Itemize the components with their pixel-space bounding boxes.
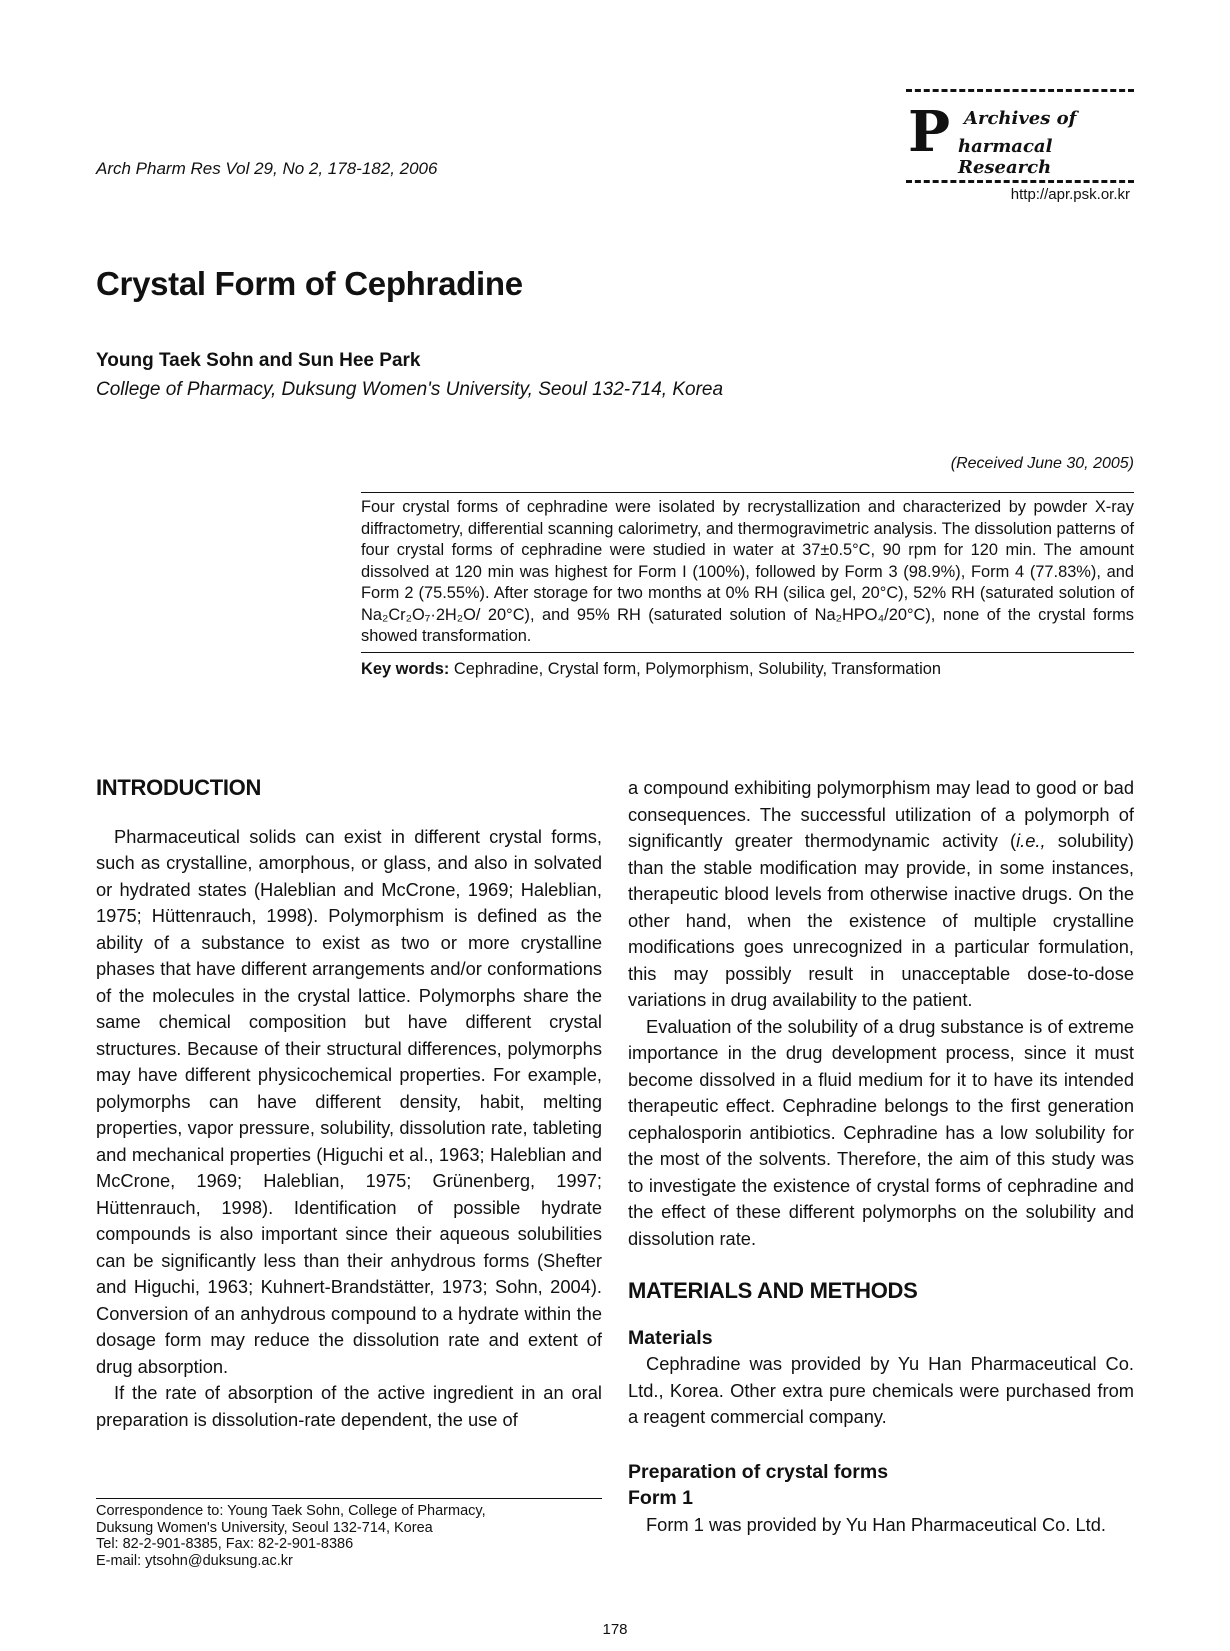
journal-citation: Arch Pharm Res Vol 29, No 2, 178-182, 2006 [96, 159, 438, 178]
logo-letter: P [908, 99, 951, 165]
received-date: (Received June 30, 2005) [950, 455, 1134, 472]
introduction-heading: INTRODUCTION [96, 775, 262, 800]
abstract-box [361, 492, 1134, 679]
preparation-heading: Preparation of crystal forms [628, 1460, 889, 1483]
logo-bottom-rule [906, 180, 1134, 183]
materials-heading: Materials [628, 1326, 713, 1349]
authors: Young Taek Sohn and Sun Hee Park [96, 350, 421, 371]
intro-paragraph-3: Evaluation of the solubility of a drug substance is of extreme importance in the drug development process, since it must become dissolved in a fluid medium for it to have its intended therapeutic effect. Cephradine belongs to the first generation cephalosporin antibiotics. Cephradine has a low solubility for the most of the solvents. Therefore, the aim of this study was to investigate the existence of crystal forms of cephradine and the effect of these different polymorphs on the solubility and dissolution rate. [628, 1015, 1134, 1249]
keywords: Key words: Cephradine, Crystal form, Polymorphism, Solubility, Transformation [361, 659, 941, 678]
intro-paragraph-2-cont: a compound exhibiting polymorphism may lead to good or bad consequences. The successful utilization of a polymorph of significantly greater thermodynamic activity (i.e., solubility) than the stable modification may provide, in some instances, therapeutic blood levels from otherwise inactive drugs. On the other hand, when the existence of multiple crystalline modifications goes unrecognized in a particular formulation, this may possibly result in unacceptable dose-to-dose variations in drug availability to the patient. [628, 777, 1134, 1010]
affiliation: College of Pharmacy, Duksung Women's University, Seoul 132-714, Korea [96, 379, 724, 400]
logo-text-line1: Archives of [964, 108, 1077, 129]
page-number: 178 [602, 1621, 628, 1638]
correspondence-line-3: Tel: 82-2-901-8385, Fax: 82-2-901-8386 [96, 1536, 354, 1552]
journal-logo [906, 86, 1134, 206]
materials-text: Cephradine was provided by Yu Han Pharmaceutical Co. Ltd., Korea. Other extra pure chemicals were purchased from a reagent commercial company. [628, 1353, 1134, 1427]
form1-heading: Form 1 [628, 1487, 694, 1509]
right-column [628, 775, 1134, 1538]
logo-text-line2: harmacal Research [958, 136, 1053, 178]
intro-paragraph-2: If the rate of absorption of the active ingredient in an oral preparation is dissolution-rate dependent, the use of [96, 1382, 602, 1430]
left-column [96, 775, 602, 1433]
correspondence-line-1: Correspondence to: Young Taek Sohn, College of Pharmacy, [96, 1503, 486, 1519]
form1-text: Form 1 was provided by Yu Han Pharmaceutical Co. Ltd. [646, 1513, 1106, 1535]
methods-heading: MATERIALS AND METHODS [628, 1278, 918, 1303]
correspondence-line-2: Duksung Women's University, Seoul 132-714, Korea [96, 1519, 433, 1536]
logo-top-rule [906, 89, 1134, 92]
correspondence-footnote [96, 1498, 602, 1569]
article-title: Crystal Form of Cephradine [96, 265, 523, 302]
correspondence-email[interactable]: E-mail: ytsohn@duksung.ac.kr [96, 1552, 293, 1569]
journal-url[interactable]: http://apr.psk.or.kr [1010, 186, 1130, 203]
intro-paragraph-1: Pharmaceutical solids can exist in different crystal forms, such as crystalline, amorphous, or glass, and also in solvated or hydrated states (Haleblian and McCrone, 1969; Haleblian, 1975; Hüttenrauch, 1998). Polymorphism is defined as the ability of a substance to exist as two or more crystalline phases that have different arrangements and/or conformations of the molecules in the crystal lattice. Polymorphs share the same chemical composition but have different crystal structures. Because of their structural differences, polymorphs may have different physicochemical properties. For example, polymorphs can have different density, habit, melting properties, vapor pressure, solubility, dissolution rate, tableting and mechanical properties (Higuchi et al., 1963; Haleblian and McCrone, 1969; Haleblian, 1975; Grünenberg, 1997; Hüttenrauch, 1998). Identification of possible hydrate compounds is also important since their aqueous solubilities can be significantly less than their anhydrous forms (Shefter and Higuchi, 1963; Kuhnert-Brandstätter, 1973; Sohn, 2004). Conversion of an anhydrous compound to a hydrate within the dosage form may reduce the dissolution rate and extent of drug absorption. [96, 825, 602, 1377]
abstract-text: Four crystal forms of cephradine were isolated by recrystallization and characterized by powder X-ray diffractometry, differential scanning calorimetry, and thermogravimetric analysis. The dissolution patterns of four crystal forms of cephradine were studied in water at 37±0.5°C, 90 rpm for 120 min. The amount dissolved at 120 min was highest for Form I (100%), followed by Form 3 (98.9%), Form 4 (77.83%), and Form 2 (75.55%). After storage for two months at 0% RH (silica gel, 20°C), 52% RH (saturated solution of Na₂Cr₂O₇·2H₂O/ 20°C), and 95% RH (saturated solution of Na₂HPO₄/20°C), none of the crystal forms showed transformation. [361, 497, 1134, 653]
